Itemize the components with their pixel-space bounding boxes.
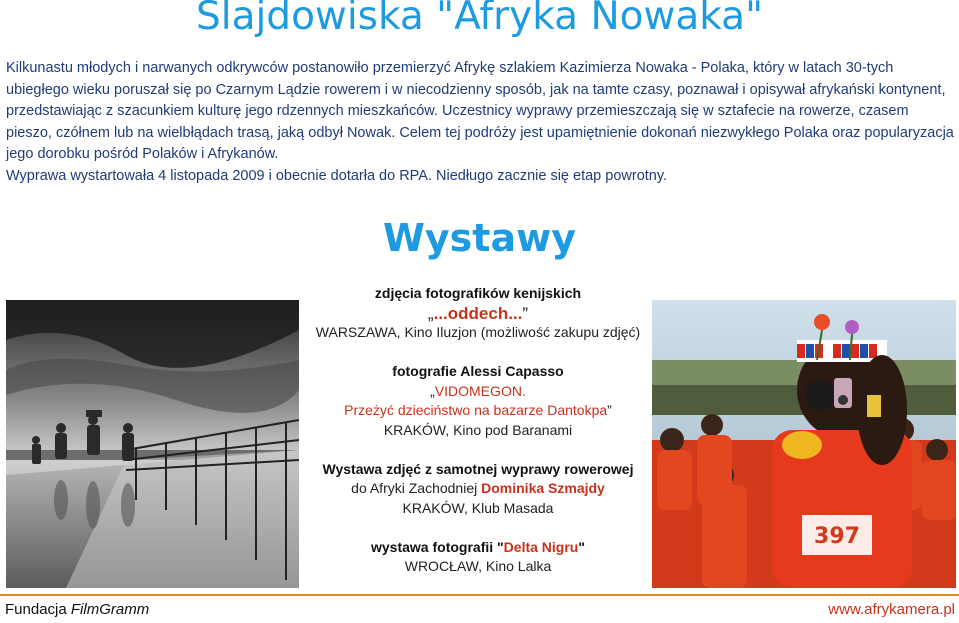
exhibit-2-highlight-2: Przeżyć dzieciństwo na bazarze Dantokpa xyxy=(344,402,608,418)
exhibit-3-venue: KRAKÓW, Klub Masada xyxy=(402,499,554,516)
footer-foundation: Fundacja FilmGramm xyxy=(5,601,150,618)
exhibit-4-title: wystawa fotografii "Delta Nigru" xyxy=(371,538,585,555)
maasai-photographer-photo xyxy=(652,300,956,588)
exhibit-3-title: Wystawa zdjęć z samotnej wyprawy rowerowej xyxy=(322,460,634,477)
exhibit-3-subtitle: do Afryki Zachodniej Dominika Szmajdy xyxy=(351,480,605,496)
intro-paragraph-2: Wyprawa wystartowała 4 listopada 2009 i obecnie dotarła do RPA. Niedługo zacznie się etap powrotny. xyxy=(6,167,668,184)
exhibit-2-venue: KRAKÓW, Kino pod Baranami xyxy=(383,421,573,438)
bridge-rain-photo xyxy=(6,300,299,588)
exhibit-2-subtitle-2: Przeżyć dzieciństwo na bazarze Dantokpa” xyxy=(344,402,612,418)
exhibit-3-highlight: Dominika Szmajdy xyxy=(481,480,605,496)
exhibit-1-highlight: ...oddech... xyxy=(433,303,523,323)
exhibit-2-subtitle: „VIDOMEGON. xyxy=(430,382,526,399)
exhibit-oddech xyxy=(300,284,656,343)
exhibit-1-subtitle: „...oddech...” xyxy=(427,303,529,323)
exhibit-vidomegon xyxy=(300,362,656,440)
footer-website-link[interactable]: www.afrykamera.pl xyxy=(828,601,955,618)
exhibit-1-title: zdjęcia fotografików kenijskich xyxy=(374,285,582,301)
exhibit-2-title: fotografie Alessi Capasso xyxy=(392,363,564,379)
exhibit-delta-nigru xyxy=(300,538,656,577)
exhibit-szmajda xyxy=(300,460,656,519)
exhibitions-heading: Wystawy xyxy=(383,216,576,260)
exhibitions-list xyxy=(300,284,656,596)
intro-text xyxy=(6,58,956,187)
exhibit-1-venue: WARSZAWA, Kino Iluzjon (możliwość zakupu zdjęć) xyxy=(315,324,641,340)
page-title: Slajdowiska "Afryka Nowaka" xyxy=(195,0,764,39)
exhibit-4-venue: WROCŁAW, Kino Lalka xyxy=(404,558,552,574)
footer-divider xyxy=(0,594,959,596)
intro-paragraph-1: Kilkunastu młodych i narwanych odkrywców postanowiło przemierzyć Afrykę szlakiem Kazimierza Nowaka - Polaka, który w latach 30-tych ubiegłego wieku poruszał się po Czarnym Lądzie rowerem i w niecodzienny sposób, jak na tamte czasy, poznawał i opisywał afrykański kontynent, przedstawiając z szacunkiem kulturę jego rdzennych mieszkańców. Uczestnicy wyprawy przemieszczają się w sztafecie na rowerze, czasem pieszo, czółnem lub na wielbłądach trasą, jaką odbył Nowak. Celem tej podróży jest upamiętnienie dokonań niezwykłego Polaka oraz popularyzacja jego dorobku pośród Polaków i Afrykanów. xyxy=(6,60,954,162)
svg-text:397: 397 xyxy=(814,524,860,549)
exhibit-2-highlight: VIDOMEGON. xyxy=(434,382,526,399)
exhibit-4-highlight: Delta Nigru xyxy=(503,538,579,555)
